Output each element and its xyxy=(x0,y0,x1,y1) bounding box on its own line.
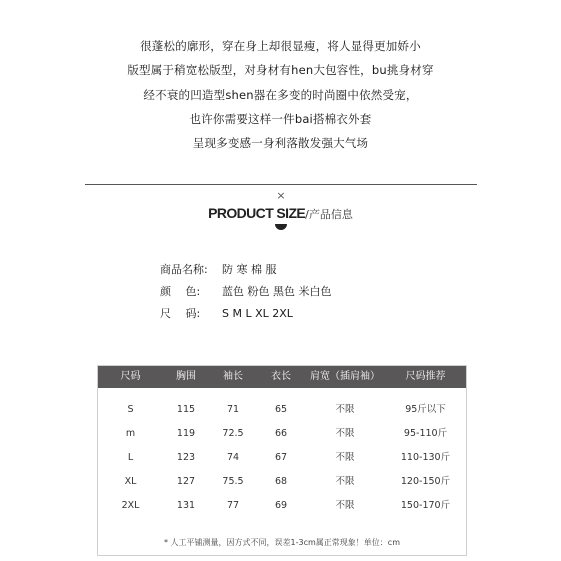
table-row xyxy=(98,422,466,446)
table-cell: m xyxy=(125,428,136,439)
column-header: 肩宽（插肩袖） xyxy=(310,371,380,382)
column-header: 尺码 xyxy=(120,371,141,382)
heading-title-cn: /产品信息 xyxy=(305,208,353,221)
table-cell: 不限 xyxy=(335,452,355,463)
column-header: 衣长 xyxy=(271,371,291,382)
info-key: 尺 码: xyxy=(160,307,201,320)
section-divider xyxy=(85,184,477,185)
info-key: 商品名称: xyxy=(160,263,208,276)
size-table xyxy=(97,365,467,556)
column-header: 胸围 xyxy=(176,371,196,382)
table-cell: 2XL xyxy=(121,500,140,511)
table-row xyxy=(98,446,466,470)
table-cell: 不限 xyxy=(335,476,355,487)
table-cell: 不限 xyxy=(335,500,355,511)
table-cell: 68 xyxy=(274,476,288,487)
heading-title-en: PRODUCT SIZE xyxy=(208,205,306,221)
table-cell: 123 xyxy=(176,452,196,463)
table-cell: 69 xyxy=(274,500,288,511)
table-cell: 110-130斤 xyxy=(400,452,451,463)
table-cell: 77 xyxy=(226,500,240,511)
description-line: 很蓬松的廓形，穿在身上却很显瘦，将人显得更加娇小 xyxy=(140,39,421,53)
table-cell: 127 xyxy=(176,476,196,487)
table-cell: 131 xyxy=(176,500,196,511)
description-line: 经不衰的凹造型shen器在多变的时尚圈中依然受宠， xyxy=(143,87,418,102)
info-row-size xyxy=(160,303,332,325)
heading-tab-decoration xyxy=(275,224,287,230)
info-row-name xyxy=(160,259,332,281)
table-cell: 120-150斤 xyxy=(400,476,451,487)
table-cell: 67 xyxy=(274,452,288,463)
table-cell: 71 xyxy=(226,404,240,415)
info-row-color xyxy=(160,281,332,303)
description-line: 版型属于稍宽松版型，对身材有hen大包容性，bu挑身材穿 xyxy=(127,63,434,78)
info-value: S M L XL 2XL xyxy=(222,307,293,320)
info-value: 蓝色 粉色 黑色 米白色 xyxy=(222,285,332,298)
description-line: 呈现多变感一身利落散发强大气场 xyxy=(192,136,369,151)
close-icon: × xyxy=(276,189,286,202)
table-body xyxy=(98,388,466,518)
table-cell: 72.5 xyxy=(222,428,244,439)
table-row xyxy=(98,494,466,518)
column-header: 袖长 xyxy=(223,371,243,382)
table-cell: 74 xyxy=(226,452,240,463)
table-cell: 65 xyxy=(274,404,288,415)
table-cell: 不限 xyxy=(335,428,355,439)
table-cell: 95斤以下 xyxy=(405,404,446,415)
table-cell: 75.5 xyxy=(222,476,244,487)
column-header: 尺码推荐 xyxy=(405,371,446,382)
table-row xyxy=(98,470,466,494)
table-cell: 115 xyxy=(176,404,196,415)
table-cell: 150-170斤 xyxy=(400,500,451,511)
product-description xyxy=(0,34,561,155)
product-info xyxy=(160,259,332,325)
info-value: 防 寒 棉 服 xyxy=(222,263,277,276)
info-key: 颜 色: xyxy=(160,285,201,298)
table-row xyxy=(98,398,466,422)
table-cell: 66 xyxy=(274,428,288,439)
table-cell: 119 xyxy=(176,428,196,439)
table-header xyxy=(98,366,466,388)
measurement-note: * 人工平铺测量，因方式不同，误差1-3cm属正常现象！单位：cm xyxy=(164,538,400,547)
table-cell: 95-110斤 xyxy=(403,428,448,439)
description-line: 也许你需要这样一件bai搭棉衣外套 xyxy=(189,111,372,126)
table-cell: S xyxy=(127,404,134,415)
section-heading xyxy=(0,203,561,222)
table-cell: 不限 xyxy=(335,404,355,415)
table-cell: L xyxy=(127,452,134,463)
table-cell: XL xyxy=(124,476,137,487)
